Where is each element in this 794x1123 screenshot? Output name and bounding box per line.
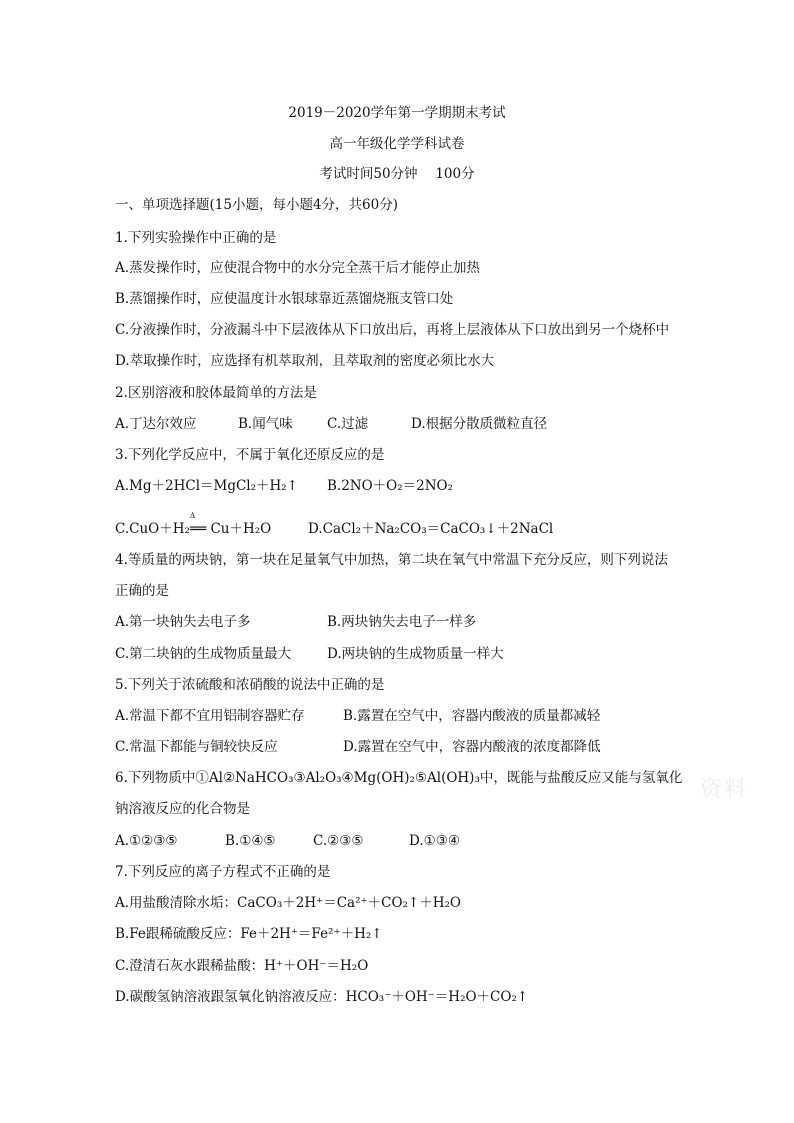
exam-title: 2019－2020学年第一学期期末考试 <box>288 105 506 121</box>
q6-option-a: A.①②③⑤ <box>115 833 178 849</box>
q4-option-d: D.两块钠的生成物质量一样大 <box>327 646 504 662</box>
q7-stem: 7.下列反应的离子方程式不正确的是 <box>115 864 331 880</box>
q3-option-c: C.CuO＋H₂══ Cu＋H₂O <box>115 521 272 537</box>
q6-option-d: D.①③④ <box>409 833 460 849</box>
section-heading: 一、单项选择题(15小题，每小题4分，共60分) <box>115 197 398 213</box>
q4-option-a: A.第一块钠失去电子多 <box>115 614 251 630</box>
watermark-logo: 资料 <box>700 777 749 802</box>
exam-subtitle: 高一年级化学学科试卷 <box>329 136 465 152</box>
q6-option-b: B.①④⑤ <box>225 833 276 849</box>
q4-stem-line2: 正确的是 <box>115 583 169 599</box>
q3-option-d: D.CaCl₂＋Na₂CO₃＝CaCO₃↓＋2NaCl <box>308 521 554 537</box>
q1-option-c: C.分液操作时，分液漏斗中下层液体从下口放出后，再将上层液体从下口放出到另一个烧杯中 <box>115 322 670 338</box>
q7-option-b: B.Fe跟稀硫酸反应：Fe＋2H⁺＝Fe²⁺＋H₂↑ <box>115 926 383 942</box>
q5-option-d: D.露置在空气中，容器内酸液的浓度都降低 <box>343 739 601 755</box>
heat-delta-mark: Δ <box>190 512 196 520</box>
q1-option-a: A.蒸发操作时，应使混合物中的水分完全蒸干后才能停止加热 <box>115 260 481 276</box>
q7-option-d: D.碳酸氢钠溶液跟氢氧化钠溶液反应：HCO₃⁻＋OH⁻＝H₂O＋CO₂↑ <box>115 989 529 1005</box>
exam-time-score: 考试时间50分钟 100分 <box>319 166 475 182</box>
q3-option-b: B.2NO＋O₂＝2NO₂ <box>327 478 454 494</box>
q6-stem-line2: 钠溶液反应的化合物是 <box>115 801 250 817</box>
q6-stem-line1: 6.下列物质中①Al②NaHCO₃③Al₂O₃④Mg(OH)₂⑤Al(OH)₃中，既能与盐酸反应又能与氢氧化 <box>115 770 683 786</box>
q1-option-d: D.萃取操作时，应选择有机萃取剂，且萃取剂的密度必须比水大 <box>115 353 495 369</box>
q2-option-a: A.丁达尔效应 <box>115 416 197 432</box>
q1-stem: 1.下列实验操作中正确的是 <box>115 230 277 246</box>
q2-option-d: D.根据分散质微粒直径 <box>411 416 548 432</box>
q1-option-b: B.蒸馏操作时，应使温度计水银球靠近蒸馏烧瓶支管口处 <box>115 291 454 307</box>
q5-stem: 5.下列关于浓硫酸和浓硝酸的说法中正确的是 <box>115 677 385 693</box>
q7-option-c: C.澄清石灰水跟稀盐酸：H⁺＋OH⁻＝H₂O <box>115 958 369 974</box>
q5-option-c: C.常温下都能与铜较快反应 <box>115 739 278 755</box>
q6-option-c: C.②③⑤ <box>313 833 364 849</box>
q4-option-b: B.两块钠失去电子一样多 <box>327 614 477 630</box>
q4-stem-line1: 4.等质量的两块钠，第一块在足量氧气中加热，第二块在氧气中常温下充分反应，则下列说法 <box>115 552 668 568</box>
q5-option-b: B.露置在空气中，容器内酸液的质量都减轻 <box>343 708 601 724</box>
q5-option-a: A.常温下都不宜用铝制容器贮存 <box>115 708 305 724</box>
q2-option-c: C.过滤 <box>327 416 369 432</box>
q4-option-c: C.第二块钠的生成物质量最大 <box>115 646 292 662</box>
q7-option-a: A.用盐酸清除水垢：CaCO₃＋2H⁺＝Ca²⁺＋CO₂↑＋H₂O <box>115 895 462 911</box>
q3-option-a: A.Mg＋2HCl＝MgCl₂＋H₂↑ <box>115 478 299 494</box>
q2-stem: 2.区别溶液和胶体最简单的方法是 <box>115 385 317 401</box>
q3-stem: 3.下列化学反应中，不属于氧化还原反应的是 <box>115 447 385 463</box>
q2-option-b: B.闻气味 <box>238 416 293 432</box>
